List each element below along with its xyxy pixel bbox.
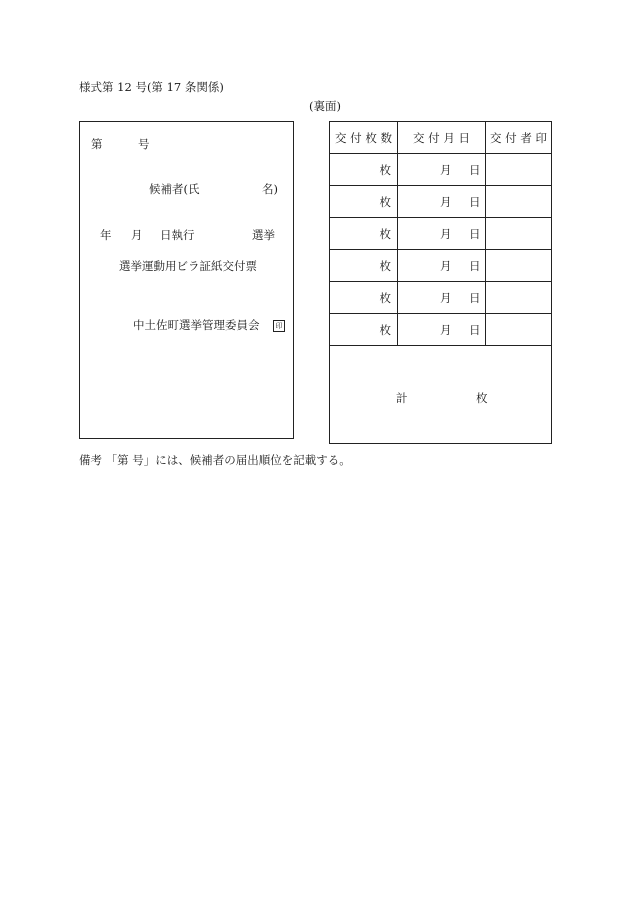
remark-note: 備考 「第 号」には、候補者の届出順位を記載する。 xyxy=(79,453,351,467)
month-label: 月 xyxy=(440,290,452,305)
ledger-row xyxy=(330,218,552,250)
date-cell xyxy=(398,218,486,250)
count-cell: 枚 xyxy=(330,282,398,314)
count-cell: 枚 xyxy=(330,186,398,218)
issuance-ledger-table xyxy=(329,121,552,444)
header-issuer-seal: 交 付 者 印 xyxy=(486,122,552,154)
ledger-row xyxy=(330,314,552,346)
ledger-row xyxy=(330,282,552,314)
month-label: 月 xyxy=(440,162,452,177)
date-cell xyxy=(398,186,486,218)
seal-cell xyxy=(486,186,552,218)
seal-cell xyxy=(486,250,552,282)
count-cell: 枚 xyxy=(330,314,398,346)
date-cell xyxy=(398,154,486,186)
seal-cell xyxy=(486,282,552,314)
number-suffix: 号 xyxy=(138,137,150,151)
ticket-front-card xyxy=(79,121,294,439)
date-cell xyxy=(398,250,486,282)
date-cell xyxy=(398,282,486,314)
issuer-name: 中土佐町選挙管理委員会 xyxy=(133,318,260,332)
ledger-total-row xyxy=(330,346,552,444)
candidate-name-suffix: 名) xyxy=(262,182,278,196)
day-label: 日 xyxy=(469,194,481,209)
month-label: 月 xyxy=(440,226,452,241)
header-issued-count: 交 付 枚 数 xyxy=(330,122,398,154)
ledger-row xyxy=(330,186,552,218)
date-year: 年 xyxy=(100,228,112,242)
ledger-header-row xyxy=(330,122,552,154)
total-cell xyxy=(330,346,552,444)
ledger-row xyxy=(330,250,552,282)
candidate-label: 候補者(氏 xyxy=(149,182,200,196)
ticket-title: 選挙運動用ビラ証紙交付票 xyxy=(119,259,257,273)
count-cell: 枚 xyxy=(330,250,398,282)
number-prefix: 第 xyxy=(91,137,103,151)
day-label: 日 xyxy=(469,258,481,273)
header-issue-date: 交 付 月 日 xyxy=(398,122,486,154)
month-label: 月 xyxy=(440,258,452,273)
side-label: (裏面) xyxy=(309,99,341,113)
date-day-exec: 日執行 xyxy=(160,228,195,242)
total-label: 計 xyxy=(396,391,408,405)
count-cell: 枚 xyxy=(330,218,398,250)
month-label: 月 xyxy=(440,322,452,337)
count-cell: 枚 xyxy=(330,154,398,186)
seal-cell xyxy=(486,218,552,250)
seal-cell xyxy=(486,154,552,186)
form-title: 様式第 12 号(第 17 条関係) xyxy=(79,80,224,94)
total-unit: 枚 xyxy=(476,391,488,405)
election-label: 選挙 xyxy=(252,228,275,242)
day-label: 日 xyxy=(469,290,481,305)
day-label: 日 xyxy=(469,162,481,177)
seal-icon: 印 xyxy=(273,320,285,332)
day-label: 日 xyxy=(469,322,481,337)
seal-cell xyxy=(486,314,552,346)
day-label: 日 xyxy=(469,226,481,241)
ledger-row xyxy=(330,154,552,186)
date-month: 月 xyxy=(131,228,143,242)
date-cell xyxy=(398,314,486,346)
official-seal-mark xyxy=(273,320,285,332)
month-label: 月 xyxy=(440,194,452,209)
